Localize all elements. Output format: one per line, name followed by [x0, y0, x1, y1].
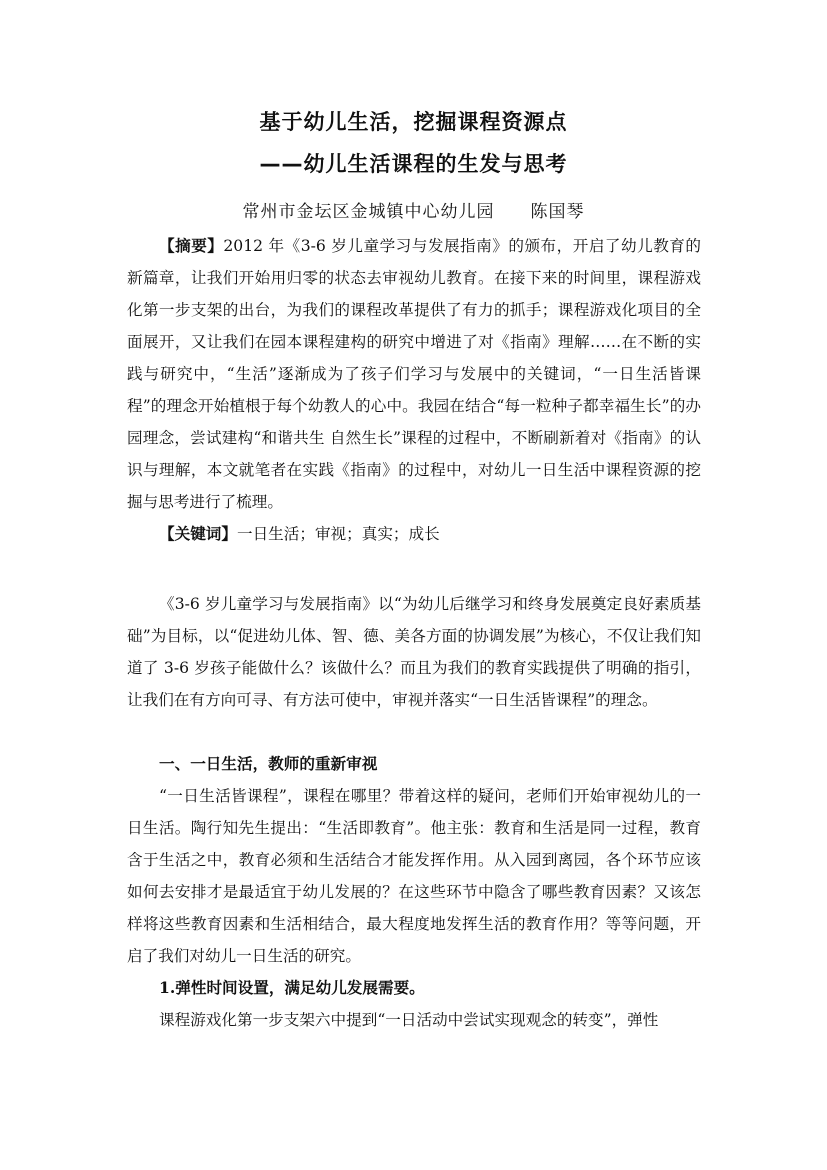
- keywords-label: 【关键词】: [159, 524, 237, 543]
- abstract-text: 2012 年《3-6 岁儿童学习与发展指南》的颁布，开启了幼儿教育的新篇章，让我们开始用归零的状态去审视幼儿教育。在接下来的时间里，课程游戏化第一步支架的出台，为我们的课程改革提供了有力的抓手；课程游戏化项目的全面展开，又让我们在园本课程建构的研究中增进了对《指南》理解……在不断的实践与研究中，“生活”逐渐成为了孩子们学习与发展中的关键词，“一日生活皆课程”的理念开始植根于每个幼教人的心中。我园在结合“每一粒种子都幸福生长”的办园理念，尝试建构“和谐共生 自然生长”课程的过程中，不断刷新着对《指南》的认识与理解，本文就笔者在实践《指南》的过程中，对幼儿一日生活中课程资源的挖掘与思考进行了梳理。: [127, 237, 701, 511]
- section-1-paragraph: “一日生活皆课程”，课程在哪里？带着这样的疑问，老师们开始审视幼儿的一日生活。陶行知先生提出：“生活即教育”。他主张：教育和生活是同一过程，教育含于生活之中，教育必须和生活结合才能发挥作用。从入园到离园，各个环节应该如何去安排才是最适宜于幼儿发展的？在这些环节中隐含了哪些教育因素？又该怎样将这些教育因素和生活相结合，最大程度地发挥生活的教育作用？等等问题，开启了我们对幼儿一日生活的研究。: [127, 787, 701, 965]
- keywords-paragraph: [127, 518, 701, 550]
- keywords-text: 一日生活；审视；真实；成长: [236, 525, 440, 543]
- subsection-heading-1: 1.弹性时间设置，满足幼儿发展需要。: [159, 978, 425, 997]
- document-subtitle: ——幼儿生活课程的生发与思考: [259, 152, 568, 176]
- intro-paragraph: 《3-6 岁儿童学习与发展指南》以“为幼儿后继学习和终身发展奠定良好素质基础”为目标，以“促进幼儿体、智、德、美各方面的协调发展”为核心，不仅让我们知道了 3-6 岁孩子能做什么？该做什么？而且为我们的教育实践提供了明确的指引，让我们在有方向可寻、有方法可使中，审视并落实“一日生活皆课程”的理念。: [127, 595, 701, 709]
- author-name: 陈国琴: [530, 202, 585, 222]
- author-line: [0, 197, 827, 222]
- section-heading-1: 一、一日生活，教师的重新审视: [159, 754, 378, 773]
- document-title: 基于幼儿生活，挖掘课程资源点: [259, 110, 568, 134]
- author-organization: 常州市金坛区金城镇中心幼儿园: [242, 202, 495, 222]
- abstract-label: 【摘要】: [159, 236, 224, 255]
- subsection-1-paragraph: 课程游戏化第一步支架六中提到“一日活动中尝试实现观念的转变”，弹性: [159, 1011, 659, 1029]
- abstract-paragraph: [127, 230, 701, 518]
